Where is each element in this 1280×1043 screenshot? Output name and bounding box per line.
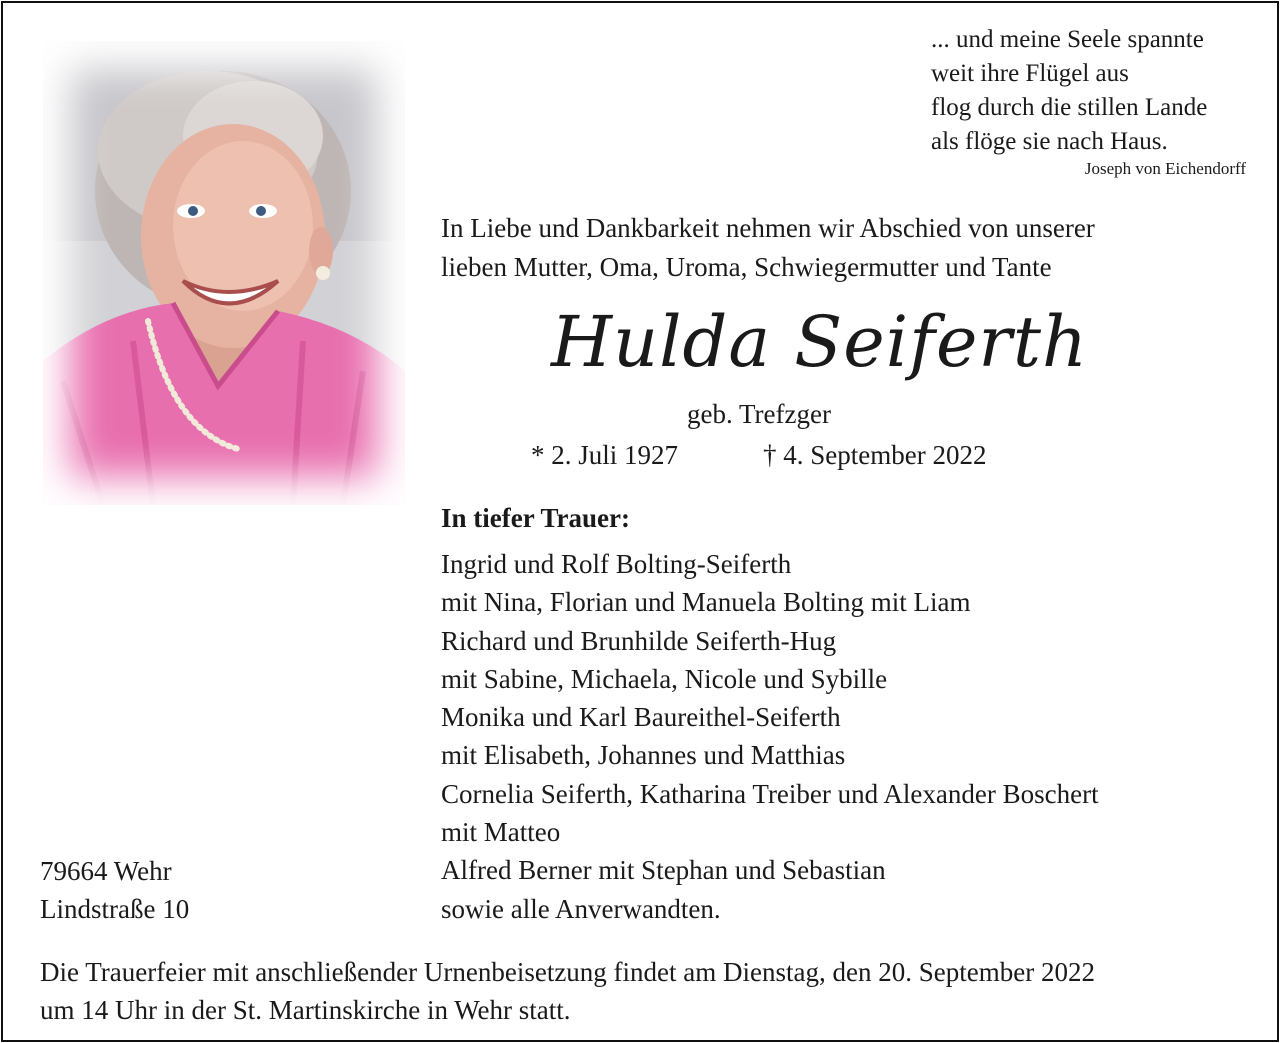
- mourner-line: Cornelia Seiferth, Katharina Treiber und Alexander Boschert: [441, 778, 1099, 809]
- deceased-name: Hulda Seiferth: [551, 301, 1089, 383]
- mourner-line: Richard und Brunhilde Seiferth-Hug: [441, 625, 837, 656]
- quote-line: als flöge sie nach Haus.: [931, 128, 1168, 155]
- mourners-list: [441, 545, 1099, 928]
- mourner-line: Monika und Karl Baureithel-Seiferth: [441, 702, 841, 733]
- death-date: † 4. September 2022: [763, 440, 987, 470]
- mourner-line: mit Matteo: [441, 817, 561, 848]
- family-address: [40, 852, 189, 928]
- mourner-line: mit Sabine, Michaela, Nicole und Sybille: [441, 663, 888, 694]
- portrait-photo: [43, 41, 405, 505]
- quote-line: ... und meine Seele spannte: [931, 26, 1204, 53]
- mourner-line: sowie alle Anverwandten.: [441, 893, 721, 924]
- poem-quote: [931, 23, 1261, 159]
- quote-author: Joseph von Eichendorff: [1084, 159, 1246, 178]
- mourners-heading: In tiefer Trauer:: [441, 503, 630, 533]
- service-line: Die Trauerfeier mit anschließender Urnenbeisetzung findet am Dienstag, den 20. September 2022: [40, 957, 1095, 987]
- funeral-service-info: [40, 953, 1095, 1029]
- intro-text: [441, 209, 1095, 287]
- address-street: Lindstraße 10: [40, 894, 190, 924]
- mourner-line: Ingrid und Rolf Bolting-Seiferth: [441, 549, 792, 579]
- obituary-notice: [1, 1, 1279, 1042]
- birth-date: * 2. Juli 1927: [531, 440, 679, 470]
- intro-line: lieben Mutter, Oma, Uroma, Schwiegermutter und Tante: [441, 252, 1052, 282]
- maiden-name: geb. Trefzger: [687, 399, 831, 429]
- mourner-line: Alfred Berner mit Stephan und Sebastian: [441, 855, 886, 886]
- service-line: um 14 Uhr in der St. Martinskirche in Wehr statt.: [40, 995, 571, 1025]
- mourner-line: mit Elisabeth, Johannes und Matthias: [441, 740, 846, 771]
- portrait-illustration: [43, 41, 405, 505]
- quote-line: flog durch die stillen Lande: [931, 94, 1208, 121]
- address-city: 79664 Wehr: [40, 856, 172, 886]
- quote-line: weit ihre Flügel aus: [931, 60, 1129, 87]
- mourner-line: mit Nina, Florian und Manuela Bolting mit Liam: [441, 587, 971, 618]
- intro-line: In Liebe und Dankbarkeit nehmen wir Abschied von unserer: [441, 213, 1095, 243]
